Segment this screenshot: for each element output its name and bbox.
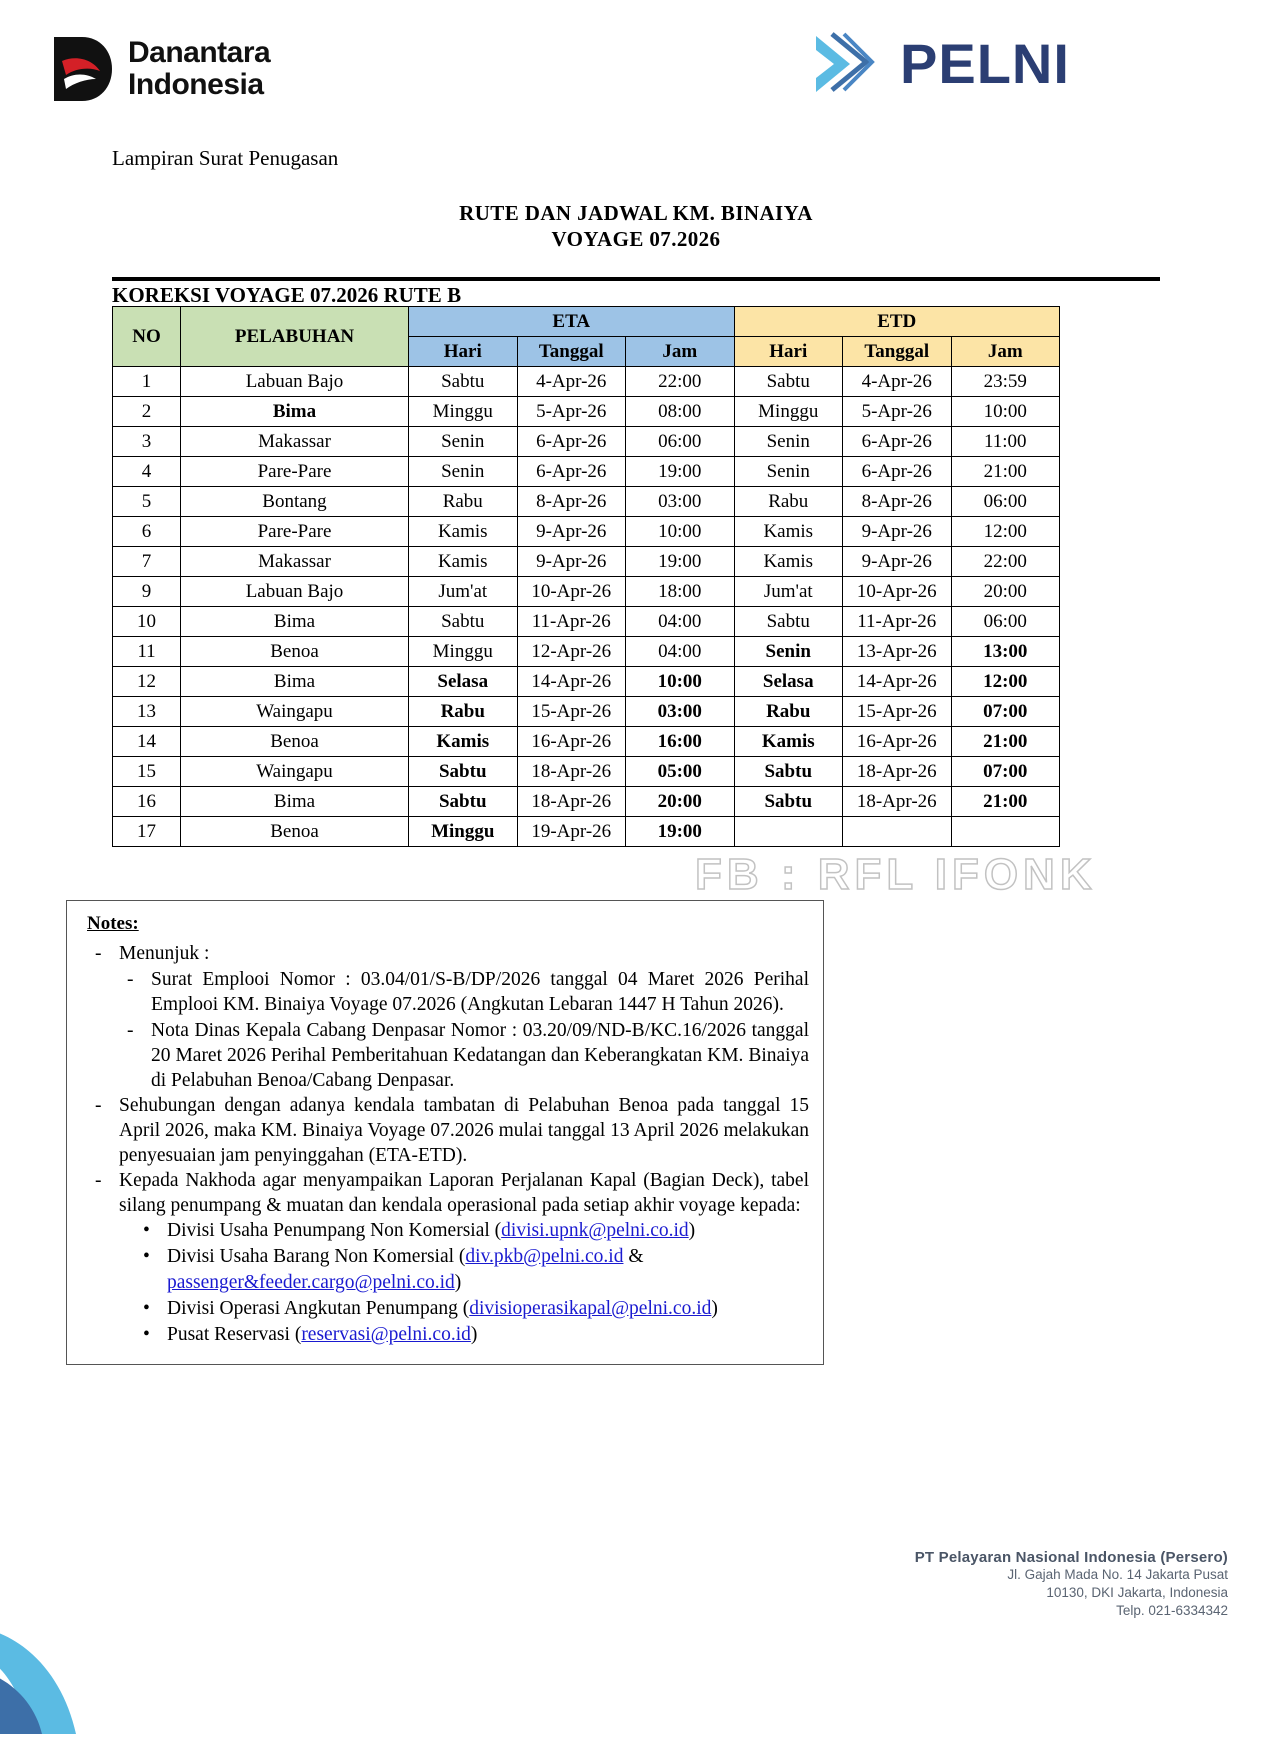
section-heading: KOREKSI VOYAGE 07.2026 RUTE B	[112, 283, 462, 307]
footer-swoosh-decoration	[0, 1556, 180, 1746]
cell-etd-hari: Sabtu	[734, 757, 843, 787]
note-dash: -	[127, 969, 134, 990]
title-line-2: VOYAGE 07.2026	[551, 227, 721, 251]
note-dash: -	[95, 943, 102, 964]
cell-pelabuhan: Waingapu	[181, 697, 409, 727]
page-header	[0, 0, 1272, 130]
cell-eta-jam: 10:00	[626, 517, 735, 547]
cell-eta-hari: Sabtu	[409, 757, 518, 787]
col-header-etd-jam: Jam	[951, 337, 1060, 367]
table-row	[113, 487, 1060, 517]
cell-no: 6	[113, 517, 181, 547]
cell-etd-tanggal: 4-Apr-26	[843, 367, 952, 397]
note-bullet-4	[167, 1322, 809, 1348]
bullet-icon: •	[143, 1220, 150, 1241]
footer-company: PT Pelayaran Nasional Indonesia (Persero)	[914, 1549, 1228, 1566]
cell-eta-jam: 16:00	[626, 727, 735, 757]
table-row	[113, 457, 1060, 487]
cell-no: 17	[113, 817, 181, 847]
cell-etd-hari: Jum'at	[734, 577, 843, 607]
footer-address-2: 10130, DKI Jakarta, Indonesia	[1046, 1585, 1228, 1600]
b1-label: Divisi Usaha Penumpang Non Komersial (	[167, 1220, 502, 1241]
b2-label: Divisi Usaha Barang Non Komersial (	[167, 1246, 466, 1267]
cell-eta-tanggal: 15-Apr-26	[517, 697, 626, 727]
cell-eta-hari: Minggu	[409, 397, 518, 427]
cell-eta-tanggal: 16-Apr-26	[517, 727, 626, 757]
col-header-eta-tanggal: Tanggal	[517, 337, 626, 367]
note-bullet-divisi-upnk	[143, 1218, 809, 1244]
cell-etd-hari: Kamis	[734, 547, 843, 577]
bullet-icon: •	[143, 1324, 150, 1345]
cell-no: 7	[113, 547, 181, 577]
cell-etd-jam: 23:59	[951, 367, 1060, 397]
table-row	[113, 547, 1060, 577]
title-line-1: RUTE DAN JADWAL KM. BINAIYA	[459, 201, 813, 225]
cell-etd-jam: 22:00	[951, 547, 1060, 577]
note-item-nakhoda	[95, 1168, 809, 1218]
title-divider	[112, 277, 1160, 281]
email-link-passenger-feeder-cargo[interactable]: passenger&feeder.cargo@pelni.co.id	[167, 1272, 455, 1293]
cell-eta-hari: Selasa	[409, 667, 518, 697]
cell-etd-hari: Sabtu	[734, 787, 843, 817]
cell-etd-jam: 13:00	[951, 637, 1060, 667]
cell-pelabuhan: Pare-Pare	[181, 517, 409, 547]
cell-etd-jam: 10:00	[951, 397, 1060, 427]
cell-pelabuhan: Waingapu	[181, 757, 409, 787]
cell-eta-jam: 08:00	[626, 397, 735, 427]
cell-etd-tanggal: 6-Apr-26	[843, 457, 952, 487]
cell-pelabuhan: Labuan Bajo	[181, 367, 409, 397]
cell-no: 12	[113, 667, 181, 697]
cell-eta-jam: 18:00	[626, 577, 735, 607]
table-row	[113, 397, 1060, 427]
cell-no: 1	[113, 367, 181, 397]
cell-pelabuhan: Bontang	[181, 487, 409, 517]
cell-etd-jam: 21:00	[951, 727, 1060, 757]
cell-eta-hari: Kamis	[409, 727, 518, 757]
note-bullet-divisi-barang	[143, 1244, 809, 1296]
cell-eta-tanggal: 6-Apr-26	[517, 457, 626, 487]
cell-eta-jam: 03:00	[626, 487, 735, 517]
cell-eta-jam: 22:00	[626, 367, 735, 397]
col-header-etd: ETD	[734, 307, 1060, 337]
cell-eta-tanggal: 4-Apr-26	[517, 367, 626, 397]
danantara-line2: Indonesia	[128, 68, 264, 101]
note-bullet-pusat-reservasi	[143, 1322, 809, 1348]
cell-etd-tanggal: 9-Apr-26	[843, 517, 952, 547]
note-subitem-surat-emplooi	[127, 967, 809, 1017]
cell-pelabuhan: Benoa	[181, 637, 409, 667]
cell-etd-tanggal: 14-Apr-26	[843, 667, 952, 697]
cell-no: 10	[113, 607, 181, 637]
cell-pelabuhan: Makassar	[181, 547, 409, 577]
cell-pelabuhan: Bima	[181, 667, 409, 697]
cell-no: 16	[113, 787, 181, 817]
cell-etd-hari: Sabtu	[734, 607, 843, 637]
b4-tail: )	[470, 1324, 478, 1345]
danantara-line1: Danantara	[128, 36, 271, 69]
pelni-logo	[810, 28, 1070, 100]
note-surat-emplooi-text: Surat Emplooi Nomor : 03.04/01/S-B/DP/2026 tanggal 04 Maret 2026 Perihal Emplooi KM. Binaiya Voyage 07.2026 (Angkutan Lebaran 1447 H Tahun 2026).	[151, 969, 809, 1015]
cell-eta-hari: Senin	[409, 427, 518, 457]
table-row	[113, 787, 1060, 817]
cell-eta-hari: Jum'at	[409, 577, 518, 607]
table-header-row-1	[113, 307, 1060, 337]
cell-no: 13	[113, 697, 181, 727]
note-item-menunjuk	[95, 941, 809, 966]
cell-eta-jam: 04:00	[626, 607, 735, 637]
cell-eta-hari: Rabu	[409, 487, 518, 517]
cell-eta-hari: Kamis	[409, 547, 518, 577]
cell-etd-tanggal: 18-Apr-26	[843, 787, 952, 817]
cell-etd-tanggal: 13-Apr-26	[843, 637, 952, 667]
note-bullet-2	[167, 1244, 809, 1296]
cell-etd-hari: Sabtu	[734, 367, 843, 397]
note-dash: -	[95, 1170, 102, 1191]
b2-mid: &	[623, 1246, 644, 1267]
cell-etd-jam	[951, 817, 1060, 847]
table-row	[113, 427, 1060, 457]
cell-eta-hari: Minggu	[409, 817, 518, 847]
danantara-logo	[52, 35, 270, 103]
col-header-eta-jam: Jam	[626, 337, 735, 367]
cell-etd-tanggal: 18-Apr-26	[843, 757, 952, 787]
lampiran-label: Lampiran Surat Penugasan	[112, 146, 339, 170]
cell-etd-hari: Senin	[734, 637, 843, 667]
pelni-chevron-icon	[810, 28, 882, 100]
cell-eta-tanggal: 6-Apr-26	[517, 427, 626, 457]
cell-etd-tanggal	[843, 817, 952, 847]
notes-title: Notes:	[87, 913, 139, 934]
note-bullet-3	[167, 1296, 809, 1322]
b3-tail: )	[711, 1298, 718, 1319]
cell-eta-jam: 10:00	[626, 667, 735, 697]
cell-eta-jam: 04:00	[626, 637, 735, 667]
bullet-icon: •	[143, 1246, 150, 1267]
cell-etd-jam: 11:00	[951, 427, 1060, 457]
cell-eta-hari: Minggu	[409, 637, 518, 667]
cell-etd-tanggal: 16-Apr-26	[843, 727, 952, 757]
cell-etd-hari: Kamis	[734, 727, 843, 757]
cell-etd-tanggal: 15-Apr-26	[843, 697, 952, 727]
cell-eta-jam: 06:00	[626, 427, 735, 457]
cell-etd-jam: 07:00	[951, 697, 1060, 727]
table-row	[113, 637, 1060, 667]
cell-etd-hari: Rabu	[734, 487, 843, 517]
note-dash: -	[127, 1020, 134, 1041]
cell-etd-tanggal: 9-Apr-26	[843, 547, 952, 577]
email-link-reservasi[interactable]: reservasi@pelni.co.id	[301, 1324, 471, 1345]
note-subitem-nota-dinas	[127, 1018, 809, 1093]
cell-no: 15	[113, 757, 181, 787]
page-title	[0, 200, 1272, 252]
cell-eta-jam: 19:00	[626, 547, 735, 577]
cell-etd-jam: 21:00	[951, 457, 1060, 487]
cell-etd-jam: 20:00	[951, 577, 1060, 607]
cell-pelabuhan: Benoa	[181, 817, 409, 847]
col-header-etd-hari: Hari	[734, 337, 843, 367]
cell-pelabuhan: Bima	[181, 787, 409, 817]
cell-eta-tanggal: 8-Apr-26	[517, 487, 626, 517]
watermark: FB : RFL IFONK	[695, 850, 1097, 899]
table-row	[113, 667, 1060, 697]
danantara-wordmark	[128, 37, 270, 101]
cell-no: 4	[113, 457, 181, 487]
cell-etd-tanggal: 8-Apr-26	[843, 487, 952, 517]
cell-etd-jam: 12:00	[951, 517, 1060, 547]
cell-etd-hari: Kamis	[734, 517, 843, 547]
cell-eta-tanggal: 18-Apr-26	[517, 757, 626, 787]
email-link-div-pkb[interactable]: div.pkb@pelni.co.id	[465, 1246, 624, 1267]
email-link-divisi-upnk[interactable]: divisi.upnk@pelni.co.id	[501, 1220, 689, 1241]
cell-pelabuhan: Benoa	[181, 727, 409, 757]
cell-eta-jam: 05:00	[626, 757, 735, 787]
note-dash: -	[95, 1095, 102, 1116]
cell-no: 5	[113, 487, 181, 517]
table-row	[113, 517, 1060, 547]
cell-etd-hari: Rabu	[734, 697, 843, 727]
table-row	[113, 817, 1060, 847]
table-row	[113, 757, 1060, 787]
table-row	[113, 577, 1060, 607]
schedule-table	[112, 306, 1060, 847]
cell-pelabuhan: Bima	[181, 607, 409, 637]
danantara-mark-icon	[52, 35, 114, 103]
b3-label: Divisi Operasi Angkutan Penumpang (	[167, 1298, 470, 1319]
cell-no: 14	[113, 727, 181, 757]
cell-pelabuhan: Labuan Bajo	[181, 577, 409, 607]
cell-no: 3	[113, 427, 181, 457]
bullet-icon: •	[143, 1298, 150, 1319]
cell-eta-hari: Rabu	[409, 697, 518, 727]
cell-eta-tanggal: 5-Apr-26	[517, 397, 626, 427]
cell-etd-jam: 12:00	[951, 667, 1060, 697]
schedule-table-wrapper	[112, 306, 1060, 847]
cell-etd-hari: Minggu	[734, 397, 843, 427]
col-header-eta-hari: Hari	[409, 337, 518, 367]
cell-eta-tanggal: 12-Apr-26	[517, 637, 626, 667]
cell-eta-tanggal: 11-Apr-26	[517, 607, 626, 637]
page-footer	[915, 1549, 1228, 1620]
cell-eta-hari: Sabtu	[409, 367, 518, 397]
table-body	[113, 367, 1060, 847]
cell-eta-jam: 19:00	[626, 817, 735, 847]
cell-eta-tanggal: 10-Apr-26	[517, 577, 626, 607]
cell-etd-tanggal: 5-Apr-26	[843, 397, 952, 427]
cell-etd-tanggal: 6-Apr-26	[843, 427, 952, 457]
table-row	[113, 697, 1060, 727]
cell-eta-tanggal: 9-Apr-26	[517, 547, 626, 577]
cell-pelabuhan: Makassar	[181, 427, 409, 457]
cell-etd-tanggal: 11-Apr-26	[843, 607, 952, 637]
cell-eta-tanggal: 19-Apr-26	[517, 817, 626, 847]
note-kendala-text: Sehubungan dengan adanya kendala tambatan di Pelabuhan Benoa pada tanggal 15 April 2026, maka KM. Binaiya Voyage 07.2026 mulai tanggal 13 April 2026 melakukan penyesuaian jam penyinggahan (ETA-ETD).	[119, 1095, 809, 1166]
col-header-pelabuhan: PELABUHAN	[181, 307, 409, 367]
cell-etd-hari: Selasa	[734, 667, 843, 697]
b4-label: Pusat Reservasi (	[167, 1324, 302, 1345]
cell-no: 9	[113, 577, 181, 607]
note-nota-dinas-text: Nota Dinas Kepala Cabang Denpasar Nomor : 03.20/09/ND-B/KC.16/2026 tanggal 20 Maret 2026 Perihal Pemberitahuan Kedatangan dan Keberangkatan KM. Binaiya di Pelabuhan Benoa/Cabang Denpasar.	[151, 1020, 809, 1091]
cell-eta-tanggal: 14-Apr-26	[517, 667, 626, 697]
cell-eta-jam: 03:00	[626, 697, 735, 727]
cell-etd-jam: 06:00	[951, 487, 1060, 517]
cell-eta-hari: Sabtu	[409, 787, 518, 817]
cell-eta-hari: Kamis	[409, 517, 518, 547]
cell-eta-jam: 20:00	[626, 787, 735, 817]
pelni-wordmark: PELNI	[900, 32, 1070, 95]
cell-etd-jam: 06:00	[951, 607, 1060, 637]
cell-eta-hari: Senin	[409, 457, 518, 487]
note-menunjuk-label: Menunjuk :	[119, 943, 210, 964]
cell-etd-hari	[734, 817, 843, 847]
table-head	[113, 307, 1060, 367]
cell-etd-hari: Senin	[734, 457, 843, 487]
table-row	[113, 607, 1060, 637]
col-header-etd-tanggal: Tanggal	[843, 337, 952, 367]
footer-phone: Telp. 021-6334342	[1116, 1603, 1228, 1618]
note-bullet-divisi-operasi	[143, 1296, 809, 1322]
cell-pelabuhan: Bima	[181, 397, 409, 427]
cell-pelabuhan: Pare-Pare	[181, 457, 409, 487]
cell-etd-jam: 21:00	[951, 787, 1060, 817]
b2-tail: )	[454, 1272, 462, 1293]
notes-box	[66, 900, 824, 1365]
cell-no: 2	[113, 397, 181, 427]
col-header-no: NO	[113, 307, 181, 367]
cell-etd-tanggal: 10-Apr-26	[843, 577, 952, 607]
note-bullet-1	[167, 1218, 809, 1244]
cell-etd-jam: 07:00	[951, 757, 1060, 787]
note-item-kendala-tambatan	[95, 1093, 809, 1168]
footer-address-1: Jl. Gajah Mada No. 14 Jakarta Pusat	[1007, 1567, 1228, 1582]
b1-tail: )	[688, 1220, 696, 1241]
cell-eta-tanggal: 9-Apr-26	[517, 517, 626, 547]
cell-eta-hari: Sabtu	[409, 607, 518, 637]
col-header-eta: ETA	[409, 307, 735, 337]
table-row	[113, 367, 1060, 397]
cell-eta-tanggal: 18-Apr-26	[517, 787, 626, 817]
cell-no: 11	[113, 637, 181, 667]
email-link-divisioperasikapal[interactable]: divisioperasikapal@pelni.co.id	[469, 1298, 712, 1319]
cell-eta-jam: 19:00	[626, 457, 735, 487]
cell-etd-hari: Senin	[734, 427, 843, 457]
note-nakhoda-text: Kepada Nakhoda agar menyampaikan Laporan Perjalanan Kapal (Bagian Deck), tabel silang penumpang & muatan dan kendala operasional pada setiap akhir voyage kepada:	[119, 1170, 809, 1216]
table-row	[113, 727, 1060, 757]
